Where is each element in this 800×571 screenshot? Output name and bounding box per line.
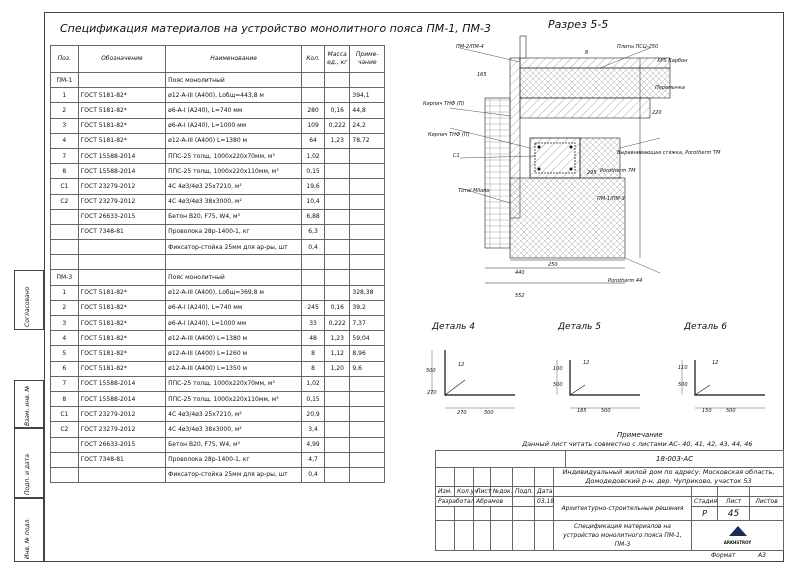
table-cell-name: ППС-25 толщ. 1000х220х70мм, м³ xyxy=(166,376,302,391)
table-cell-pos xyxy=(51,437,79,452)
tb-drawing-name: Спецификация материалов на устройство монолитного пояса ПМ-1, ПМ-3 xyxy=(554,521,692,551)
table-cell-des: ГОСТ 5181-82* xyxy=(78,331,166,346)
table-cell-qty: 0,15 xyxy=(302,391,325,406)
table-cell-name: ø6-A-I (A240), L=1000 мм xyxy=(166,316,302,331)
table-cell-mass xyxy=(325,164,350,179)
table-cell-note: 24,2 xyxy=(350,118,385,133)
table-cell-name: ø12-A-III (A400) L=1260 м xyxy=(166,346,302,361)
table-cell-qty: 48 xyxy=(302,331,325,346)
d4-dim-270h: 270 xyxy=(457,410,467,416)
table-cell-name: ø12-A-III (A400) L=1380 м xyxy=(166,133,302,148)
table-cell-mass xyxy=(325,224,350,239)
tb-project: Индивидуальный жилой дом по адресу: Московская область, Домодедовский р-н, дер. Чуприково, участок 53 xyxy=(554,468,784,487)
table-row xyxy=(51,452,385,467)
label-level: Выравнивающая стяжка, Porotherm ТМ xyxy=(617,150,721,156)
detail-5-drawing xyxy=(545,340,655,420)
d4-dim-270v: 270 xyxy=(427,390,437,396)
dim-165: 165 xyxy=(477,72,487,78)
strip-agreed: Согласовано xyxy=(24,286,31,327)
table-cell-mass xyxy=(325,255,350,270)
table-cell-qty: 8 xyxy=(302,346,325,361)
table-row xyxy=(51,118,385,133)
table-cell-qty: 0,4 xyxy=(302,467,325,482)
detail-5-title: Деталь 5 xyxy=(558,322,601,332)
table-cell-qty xyxy=(302,88,325,103)
table-cell-pos: ПМ-1 xyxy=(51,73,79,88)
table-cell-name xyxy=(166,255,302,270)
table-cell-qty: 109 xyxy=(302,118,325,133)
table-cell-des: ГОСТ 5181-82* xyxy=(78,300,166,315)
table-cell-mass xyxy=(325,437,350,452)
table-cell-des: ГОСТ 5181-82* xyxy=(78,285,166,300)
strip-signature: Подп. и дата xyxy=(24,454,31,495)
table-row xyxy=(51,316,385,331)
tb-col-kol: Кол.уч xyxy=(455,487,474,497)
table-cell-des: ГОСТ 5181-82* xyxy=(78,316,166,331)
table-cell-qty xyxy=(302,270,325,285)
table-cell-des: ГОСТ 5181-82* xyxy=(78,103,166,118)
table-row xyxy=(51,437,385,452)
table-cell-name: 4С 4ø3/4ø3 38х3000, м² xyxy=(166,422,302,437)
table-cell-des: ГОСТ 15588-2014 xyxy=(78,376,166,391)
tb-stage: Р xyxy=(692,507,718,521)
table-cell-pos: 3 xyxy=(51,118,79,133)
table-row xyxy=(51,255,385,270)
table-cell-des: ГОСТ 5181-82* xyxy=(78,133,166,148)
table-cell-qty: 1,02 xyxy=(302,376,325,391)
table-cell-des xyxy=(78,73,166,88)
table-cell-name: ø12-A-III (A400) L=1380 м xyxy=(166,331,302,346)
table-cell-qty: 33 xyxy=(302,316,325,331)
table-cell-qty: 20,9 xyxy=(302,407,325,422)
table-cell-name: ø12-A-III (A400), Lобщ=443,8 м xyxy=(166,88,302,103)
section-title: Разрез 5-5 xyxy=(548,18,609,31)
spec-body xyxy=(51,73,385,483)
d4-dim-500: 500 xyxy=(426,368,436,374)
table-row xyxy=(51,285,385,300)
tb-sheets-label: Листов xyxy=(750,497,784,507)
table-cell-qty: 6,88 xyxy=(302,209,325,224)
table-row xyxy=(51,391,385,406)
table-cell-qty xyxy=(302,285,325,300)
table-cell-pos xyxy=(51,467,79,482)
spec-title: Спецификация материалов на устройство монолитного пояса ПМ-1, ПМ-3 xyxy=(60,22,491,35)
table-cell-des: ГОСТ 5181-82* xyxy=(78,88,166,103)
table-cell-des: ГОСТ 26633-2015 xyxy=(78,209,166,224)
table-cell-des: ГОСТ 5181-82* xyxy=(78,118,166,133)
tb-developer-role: Разработал xyxy=(436,497,474,507)
table-cell-pos: 4 xyxy=(51,331,79,346)
table-cell-mass xyxy=(325,73,350,88)
table-cell-note: 7,37 xyxy=(350,316,385,331)
table-row xyxy=(51,209,385,224)
table-cell-des: ГОСТ 5181-82* xyxy=(78,346,166,361)
label-brick1: Кирпич ТНФ (П) xyxy=(423,101,465,107)
table-cell-pos: 1 xyxy=(51,285,79,300)
table-cell-qty: 3,4 xyxy=(302,422,325,437)
table-cell-des xyxy=(78,240,166,255)
table-cell-mass xyxy=(325,422,350,437)
table-cell-mass: 1,20 xyxy=(325,361,350,376)
table-cell-pos: С1 xyxy=(51,407,79,422)
table-cell-qty: 280 xyxy=(302,103,325,118)
header-designation: Обозначение xyxy=(78,46,166,73)
detail-6-drawing xyxy=(670,340,780,420)
table-cell-des xyxy=(78,270,166,285)
d6-dim-500h: 500 xyxy=(726,408,736,414)
detail-6-title: Деталь 6 xyxy=(684,322,727,332)
tb-col-izm: Изм. xyxy=(436,487,455,497)
table-cell-note: 8,96 xyxy=(350,346,385,361)
table-cell-name: Проволока 28р-1400-1, кг xyxy=(166,452,302,467)
table-cell-note xyxy=(350,422,385,437)
table-cell-note xyxy=(350,73,385,88)
table-cell-qty: 10,4 xyxy=(302,194,325,209)
table-cell-name: Фиксатор-стойка 25мм для ар-ры, шт xyxy=(166,240,302,255)
table-cell-name: ø6-A-I (A240), L=740 мм xyxy=(166,300,302,315)
table-cell-pos xyxy=(51,209,79,224)
table-cell-mass: 1,23 xyxy=(325,133,350,148)
title-block-code xyxy=(435,450,784,468)
table-cell-pos: С2 xyxy=(51,194,79,209)
d5-dim-500h: 500 xyxy=(601,408,611,414)
table-cell-mass xyxy=(325,270,350,285)
table-cell-qty: 19,6 xyxy=(302,179,325,194)
table-cell-qty: 6,3 xyxy=(302,224,325,239)
tb-sheets xyxy=(750,507,784,521)
brick-column xyxy=(485,98,510,248)
table-cell-note xyxy=(350,194,385,209)
label-xps: XPS Карбон xyxy=(657,58,688,64)
slab-insulation xyxy=(520,68,670,98)
table-cell-pos: 7 xyxy=(51,148,79,163)
table-cell-mass xyxy=(325,179,350,194)
table-cell-des: ГОСТ 15588-2014 xyxy=(78,391,166,406)
table-cell-mass: 0,16 xyxy=(325,103,350,118)
header-pos: Поз. xyxy=(51,46,79,73)
table-cell-note xyxy=(350,270,385,285)
table-row xyxy=(51,88,385,103)
table-cell-name: ø6-A-I (A240), L=1000 мм xyxy=(166,118,302,133)
tb-developer-name: Абрамов xyxy=(474,497,513,507)
dim-250: 250 xyxy=(548,262,558,268)
table-cell-note: 394,1 xyxy=(350,88,385,103)
d6-dim-110: 110 xyxy=(678,365,688,371)
table-cell-pos: 8 xyxy=(51,164,79,179)
d6-dim-500v: 500 xyxy=(678,382,688,388)
table-cell-qty: 0,15 xyxy=(302,164,325,179)
d4-dim-500h: 500 xyxy=(484,410,494,416)
d5-dim-12: 12 xyxy=(583,360,590,366)
table-cell-note xyxy=(350,376,385,391)
table-cell-mass xyxy=(325,148,350,163)
tb-section-name: Архитектурно-строительные решения xyxy=(554,497,692,521)
table-cell-mass xyxy=(325,391,350,406)
table-row xyxy=(51,164,385,179)
table-cell-note: 59,04 xyxy=(350,331,385,346)
table-cell-pos: 1 xyxy=(51,88,79,103)
table-cell-note xyxy=(350,391,385,406)
label-slab: Плиты ПСЦ-250 xyxy=(617,44,659,50)
tb-col-doc: №док. xyxy=(491,487,513,497)
table-cell-note xyxy=(350,407,385,422)
table-row xyxy=(51,270,385,285)
table-cell-qty: 0,4 xyxy=(302,240,325,255)
table-cell-name: Пояс монолитный xyxy=(166,73,302,88)
table-cell-name: ППС-25 толщ. 1000х220х110мм, м³ xyxy=(166,164,302,179)
slab-top xyxy=(520,58,670,68)
table-cell-pos xyxy=(51,452,79,467)
dim-552: 552 xyxy=(515,293,525,299)
left-strip xyxy=(14,270,44,562)
d5-dim-185: 185 xyxy=(577,408,587,414)
spec-header-row xyxy=(51,46,385,73)
table-cell-qty xyxy=(302,255,325,270)
table-cell-mass: 1,23 xyxy=(325,331,350,346)
table-cell-note xyxy=(350,452,385,467)
strip-inventory: Инв. № подл. xyxy=(24,517,31,559)
table-cell-des: ГОСТ 23279-2012 xyxy=(78,422,166,437)
table-cell-mass: 0,16 xyxy=(325,300,350,315)
dim-8: 8 xyxy=(585,50,589,56)
table-row xyxy=(51,133,385,148)
note-text: Данный лист читать совместно с листами АС- 40, 41, 42, 43, 44, 46 xyxy=(522,440,753,448)
table-cell-mass: 0,222 xyxy=(325,316,350,331)
table-cell-pos: С1 xyxy=(51,179,79,194)
table-cell-des: ГОСТ 23279-2012 xyxy=(78,194,166,209)
table-cell-pos: 2 xyxy=(51,103,79,118)
table-row xyxy=(51,422,385,437)
format-value: А3 xyxy=(758,552,766,559)
table-row xyxy=(51,376,385,391)
tb-company-cell xyxy=(692,521,784,551)
table-row xyxy=(51,407,385,422)
table-row xyxy=(51,300,385,315)
header-qty: Кол. xyxy=(302,46,325,73)
format-label: Формат xyxy=(711,552,736,559)
porotherm-wall xyxy=(510,178,625,258)
table-cell-note: 39,2 xyxy=(350,300,385,315)
table-cell-des: ГОСТ 15588-2014 xyxy=(78,164,166,179)
tb-sheet: 45 xyxy=(718,507,750,521)
table-cell-des: ГОСТ 5181-82* xyxy=(78,361,166,376)
table-cell-note xyxy=(350,437,385,452)
table-cell-note xyxy=(350,179,385,194)
table-cell-note xyxy=(350,467,385,482)
header-name: Наименование xyxy=(166,46,302,73)
dim-295: 295 xyxy=(587,170,597,176)
table-cell-name: 4С 4ø3/4ø3 25х7210, м² xyxy=(166,179,302,194)
table-cell-des: ГОСТ 15588-2014 xyxy=(78,148,166,163)
table-cell-pos xyxy=(51,240,79,255)
label-poro: Porotherm 7М xyxy=(600,168,636,174)
d6-dim-12: 12 xyxy=(712,360,719,366)
table-cell-note xyxy=(350,240,385,255)
table-cell-note xyxy=(350,255,385,270)
table-cell-name: ППС-25 толщ. 1000х220х110мм, м³ xyxy=(166,391,302,406)
table-cell-pos: С2 xyxy=(51,422,79,437)
d6-dim-150: 150 xyxy=(702,408,712,414)
label-tgl: Тотаl Milano xyxy=(458,188,490,194)
table-cell-pos: 2 xyxy=(51,300,79,315)
table-cell-mass xyxy=(325,240,350,255)
table-cell-mass xyxy=(325,467,350,482)
dim-220: 220 xyxy=(652,110,662,116)
tb-col-podp: Подп. xyxy=(513,487,535,497)
table-row xyxy=(51,346,385,361)
strip-agreed-cell xyxy=(14,270,44,330)
table-row xyxy=(51,331,385,346)
table-cell-mass: 1,12 xyxy=(325,346,350,361)
table-cell-name: ø12-A-III (A400) L=1350 м xyxy=(166,361,302,376)
tb-company: ARKHSTROY xyxy=(723,540,752,545)
table-cell-note: 78,72 xyxy=(350,133,385,148)
note-title: Примечание xyxy=(617,431,663,439)
table-cell-name: Фиксатор-стойка 25мм для ар-ры, шт xyxy=(166,467,302,482)
anchor-post xyxy=(520,36,526,58)
table-row xyxy=(51,73,385,88)
label-poro44: Porotherm 44 xyxy=(608,278,643,284)
company-logo-icon xyxy=(728,525,748,537)
table-cell-des: ГОСТ 7348-81 xyxy=(78,452,166,467)
table-cell-name: Пояс монолитный xyxy=(166,270,302,285)
table-row xyxy=(51,240,385,255)
table-row xyxy=(51,179,385,194)
table-row xyxy=(51,224,385,239)
spec-table xyxy=(50,45,385,483)
detail-4-drawing xyxy=(420,340,530,420)
table-cell-des xyxy=(78,467,166,482)
monolithic-belt xyxy=(530,138,580,178)
table-cell-mass: 0,222 xyxy=(325,118,350,133)
table-cell-note: 328,38 xyxy=(350,285,385,300)
strip-inventory-cell xyxy=(14,498,44,562)
table-cell-mass xyxy=(325,452,350,467)
table-cell-pos: 3 xyxy=(51,316,79,331)
strip-replaced: Взам. инв. № xyxy=(24,385,31,426)
table-cell-mass xyxy=(325,285,350,300)
table-cell-pos: 6 xyxy=(51,361,79,376)
table-cell-des xyxy=(78,255,166,270)
tb-date: 03.18 xyxy=(535,497,554,507)
table-cell-note xyxy=(350,209,385,224)
strip-signature-cell xyxy=(14,428,44,498)
table-cell-name: ø12-A-III (A400), Lобщ=369,8 м xyxy=(166,285,302,300)
label-c1: С1 xyxy=(453,153,460,159)
strip-replaced-cell xyxy=(14,380,44,428)
table-cell-pos: 7 xyxy=(51,376,79,391)
title-block xyxy=(435,467,784,551)
label-pm1: ПМ-1/ПМ-3 xyxy=(597,196,625,202)
table-cell-name: ø6-A-I (A240), L=740 мм xyxy=(166,103,302,118)
header-mass: Масса ед., кг xyxy=(325,46,350,73)
label-brick2: Кирпич ТНФ (П) xyxy=(428,132,470,138)
tb-stage-label: Стадия xyxy=(692,497,718,507)
table-cell-des: ГОСТ 23279-2012 xyxy=(78,407,166,422)
d5-dim-100: 100 xyxy=(553,366,563,372)
table-cell-pos: 5 xyxy=(51,346,79,361)
d4-dim-12: 12 xyxy=(458,362,465,368)
tb-col-date: Дата xyxy=(535,487,554,497)
table-cell-pos: 4 xyxy=(51,133,79,148)
table-cell-mass xyxy=(325,407,350,422)
table-cell-note xyxy=(350,224,385,239)
header-note: Приме-чание xyxy=(350,46,385,73)
table-cell-qty: 4,99 xyxy=(302,437,325,452)
table-cell-qty xyxy=(302,73,325,88)
table-cell-name: Проволока 28р-1400-1, кг xyxy=(166,224,302,239)
table-row xyxy=(51,103,385,118)
table-cell-note: 44,8 xyxy=(350,103,385,118)
table-cell-note xyxy=(350,148,385,163)
table-cell-qty: 1,02 xyxy=(302,148,325,163)
table-cell-name: Бетон В20, F75, W4, м³ xyxy=(166,437,302,452)
table-cell-note: 9,6 xyxy=(350,361,385,376)
detail-4-title: Деталь 4 xyxy=(432,322,475,332)
table-cell-qty: 64 xyxy=(302,133,325,148)
table-cell-note xyxy=(350,164,385,179)
table-row xyxy=(51,148,385,163)
label-pm: ПМ-2/ПМ-4 xyxy=(456,44,484,50)
table-cell-mass xyxy=(325,88,350,103)
tb-sheet-label: Лист xyxy=(718,497,750,507)
table-row xyxy=(51,361,385,376)
d5-dim-500v: 500 xyxy=(553,382,563,388)
table-cell-name: Бетон В20, F75, W4, м³ xyxy=(166,209,302,224)
table-cell-pos xyxy=(51,224,79,239)
table-cell-mass xyxy=(325,209,350,224)
lintel-block xyxy=(520,98,650,118)
table-cell-name: 4С 4ø3/4ø3 38х3000, м² xyxy=(166,194,302,209)
table-cell-mass xyxy=(325,376,350,391)
label-lintel: Перемычка xyxy=(655,85,685,91)
table-cell-des: ГОСТ 23279-2012 xyxy=(78,179,166,194)
table-cell-pos: ПМ-3 xyxy=(51,270,79,285)
table-row xyxy=(51,194,385,209)
section-drawing xyxy=(440,28,680,308)
table-row xyxy=(51,467,385,482)
table-cell-des: ГОСТ 26633-2015 xyxy=(78,437,166,452)
table-cell-mass xyxy=(325,194,350,209)
table-cell-qty: 245 xyxy=(302,300,325,315)
table-cell-qty: 8 xyxy=(302,361,325,376)
table-cell-pos: 8 xyxy=(51,391,79,406)
table-cell-qty: 4,7 xyxy=(302,452,325,467)
table-cell-pos xyxy=(51,255,79,270)
tb-col-list: Лист xyxy=(474,487,491,497)
tb-code: 18-003-АС xyxy=(566,451,784,468)
dim-440: 440 xyxy=(515,270,525,276)
table-cell-des: ГОСТ 7348-81 xyxy=(78,224,166,239)
table-cell-name: ППС-25 толщ. 1000х220х70мм, м³ xyxy=(166,148,302,163)
table-cell-name: 4С 4ø3/4ø3 25х7210, м² xyxy=(166,407,302,422)
